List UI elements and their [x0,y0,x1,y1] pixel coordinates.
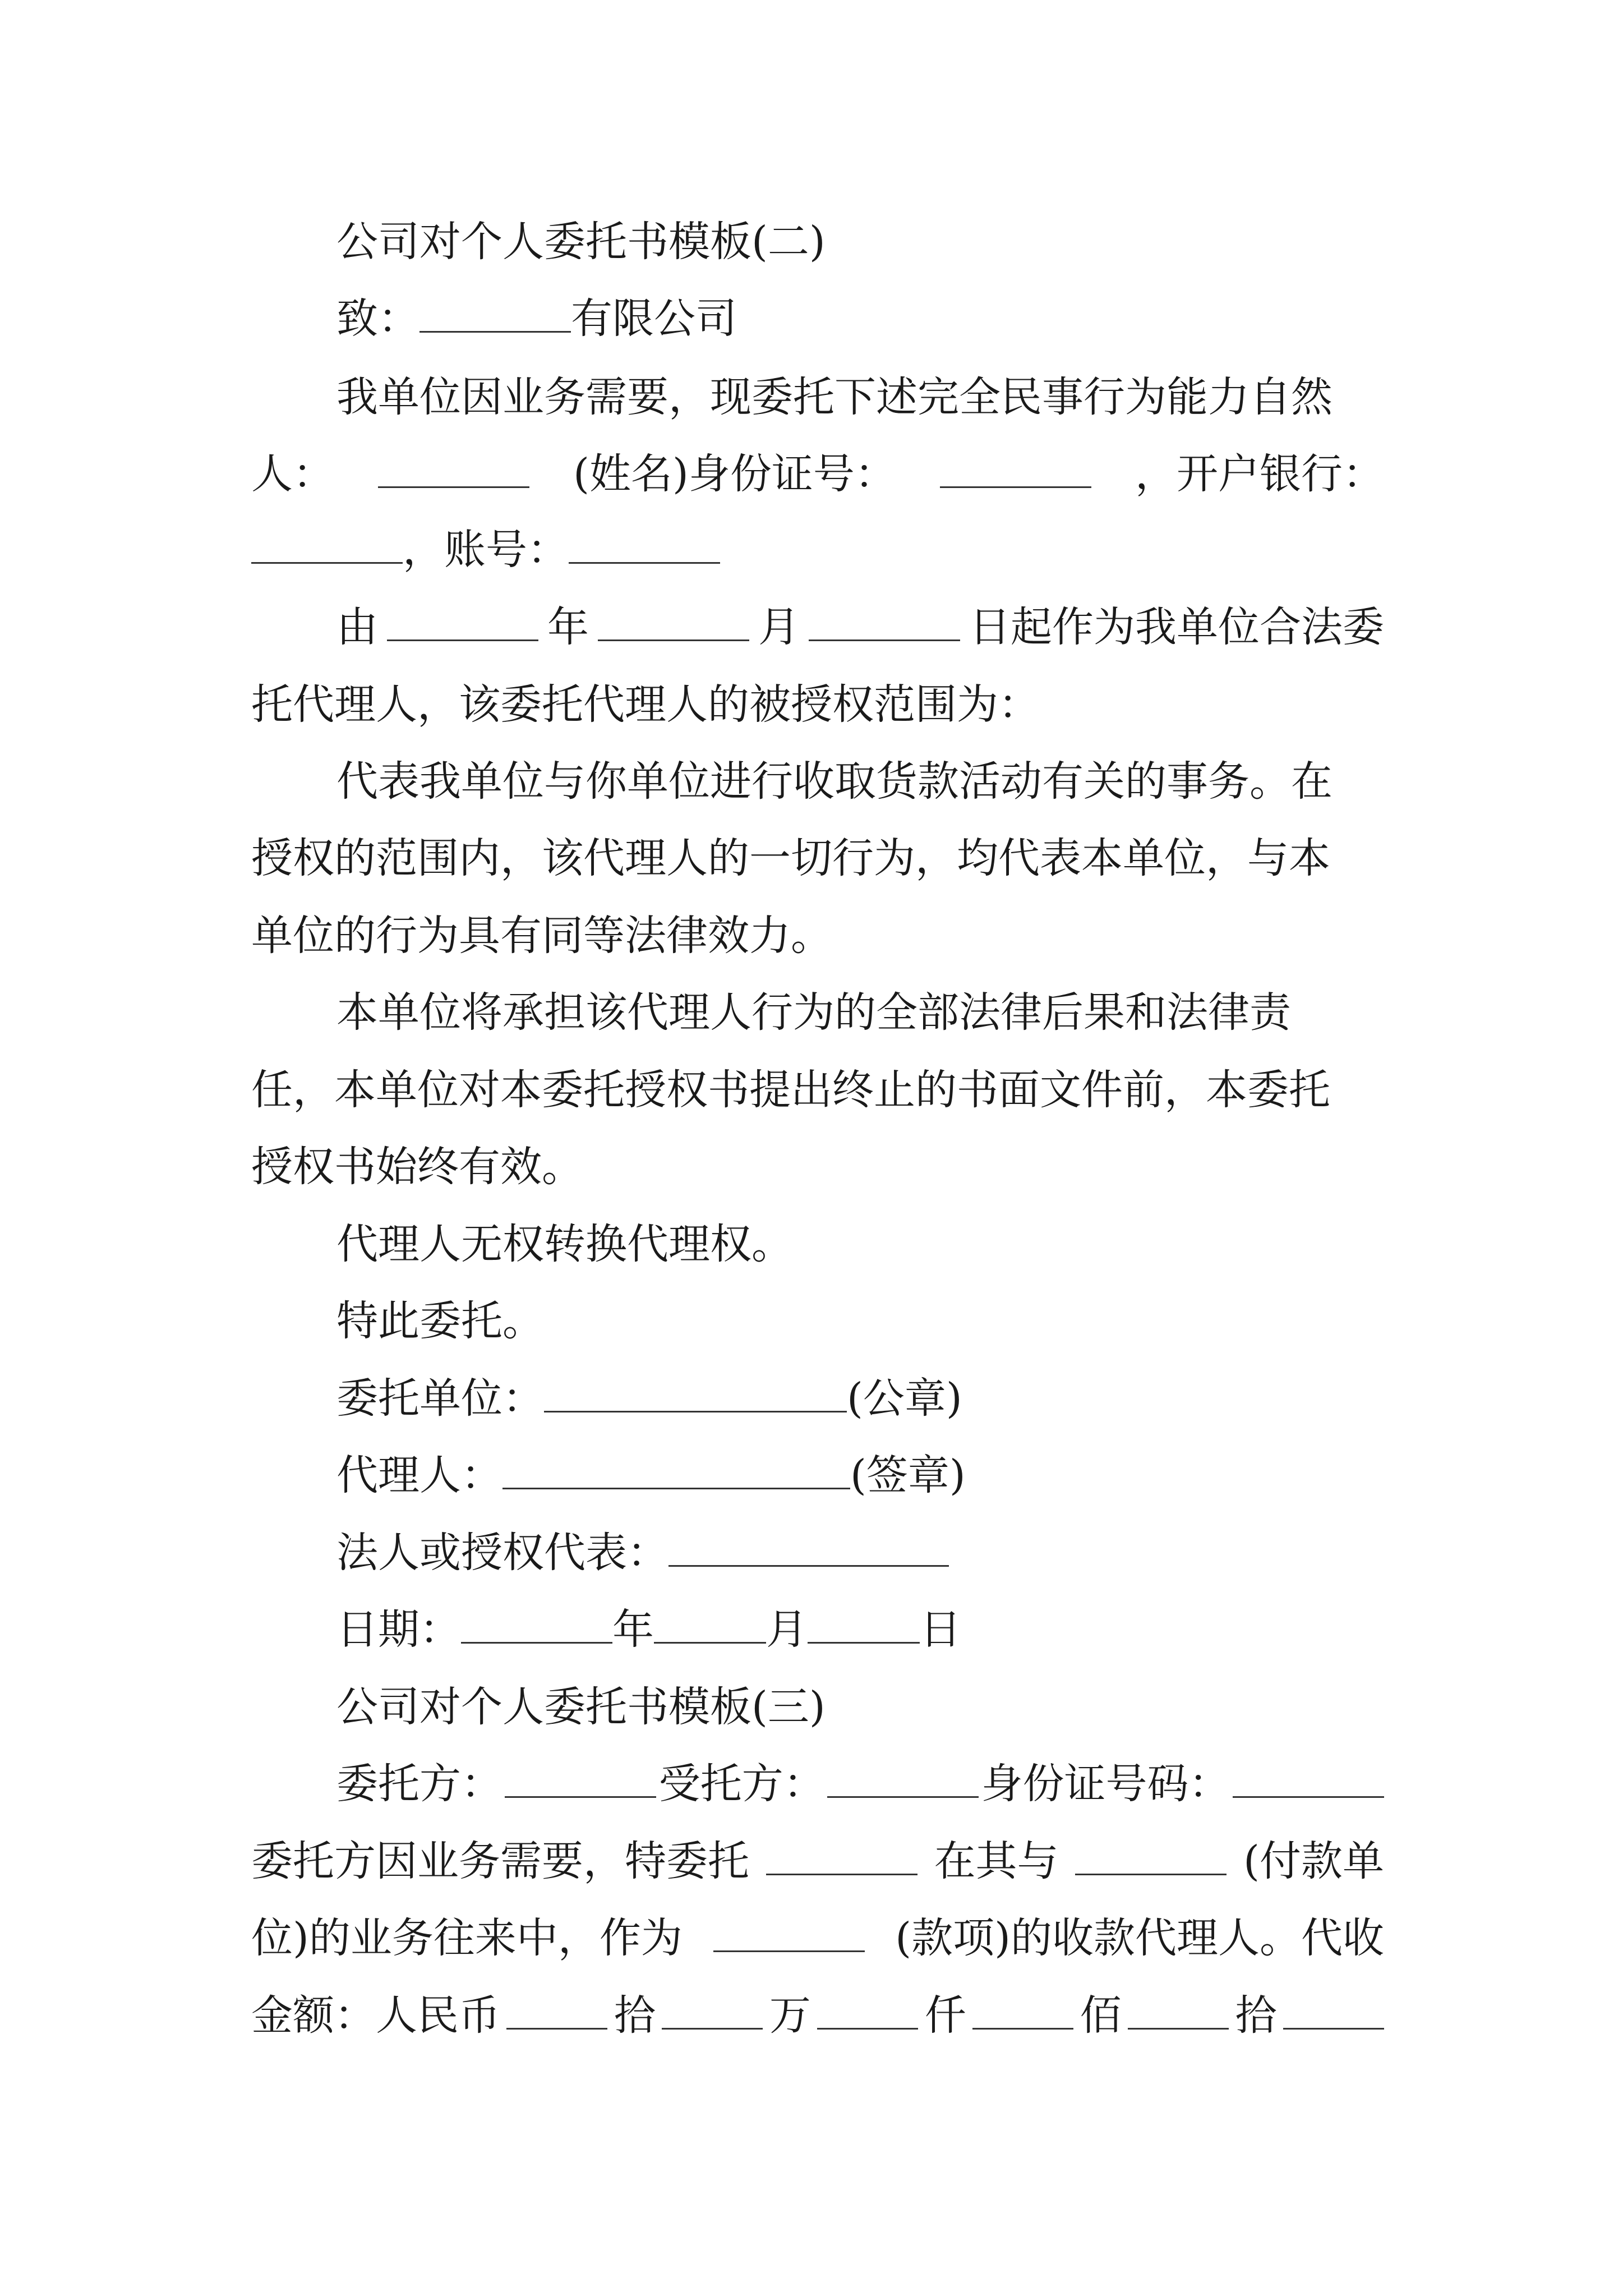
day-blank[interactable] [809,605,960,641]
amount-blank-4[interactable] [972,1993,1073,2030]
payer-blank[interactable] [1075,1839,1227,1875]
paragraph-line: 我单位因业务需要，现委托下述完全民事行为能力自然 [336,373,1332,421]
amount-line: 金额：人民币 拾 万 仟 佰 拾 [251,1989,1384,2042]
payment-item-blank[interactable] [713,1916,865,1952]
account-number-blank[interactable] [569,527,720,564]
paragraph-line: 授权的范围内，该代理人的一切行为，均代表本单位，与本 [251,834,1330,882]
section-title-template-2: 公司对个人委托书模板(二) [336,218,826,266]
paragraph-line: 代表我单位与你单位进行收取货款活动有关的事务。在 [336,757,1332,806]
id-number-blank[interactable] [940,452,1091,488]
month-blank[interactable] [598,605,749,641]
amount-blank-1[interactable] [506,1993,607,2030]
addressee-line: 致： 有限公司 [336,295,737,343]
date-month-blank[interactable] [654,1607,766,1644]
paragraph-line: 本单位将承担该代理人行为的全部法律后果和法律责 [336,988,1291,1037]
agent-blank[interactable] [502,1453,850,1489]
company-name-blank[interactable] [419,296,571,333]
account-line: ，账号： [251,523,1384,577]
date-day-blank[interactable] [808,1607,920,1644]
date-start-line: 由 年 月 日起作为我单位合法委 [336,603,1384,651]
date-year-blank[interactable] [461,1607,612,1644]
agent-line: 代理人： (签章) [336,1451,966,1499]
principal-info-line: 人： (姓名)身份证号： ，开户银行： [251,450,1384,498]
amount-blank-6[interactable] [1283,1993,1384,2030]
parties-line: 委托方： 受托方： 身份证号码： [336,1757,1384,1811]
paragraph-line: 托代理人，该委托代理人的被授权范围为： [251,680,1040,729]
amount-blank-2[interactable] [662,1993,763,2030]
principal-blank[interactable] [505,1761,656,1798]
paragraph-line: 授权书始终有效。 [251,1143,583,1191]
trustee-blank[interactable] [827,1761,979,1798]
name-blank[interactable] [378,452,529,488]
paragraph-line: 单位的行为具有同等法律效力。 [251,912,832,960]
date-line: 日期： 年 月 日 [336,1605,961,1654]
paragraph-line: 任，本单位对本委托授权书提出终止的书面文件前，本委托 [251,1066,1330,1114]
id-code-blank[interactable] [1233,1761,1384,1798]
paragraph-line: 代理人无权转换代理权。 [336,1220,793,1268]
bank-blank[interactable] [251,527,403,564]
paragraph-line: 位)的业务往来中，作为 (款项)的收款代理人。代收 [251,1914,1384,1962]
trustee-name-blank[interactable] [766,1839,917,1875]
legal-rep-blank[interactable] [668,1530,949,1567]
paragraph-line: 委托方因业务需要，特委托 在其与 (付款单 [251,1837,1384,1885]
entrusting-unit-blank[interactable] [544,1376,847,1412]
paragraph-line: 特此委托。 [336,1297,544,1345]
section-title-template-3: 公司对个人委托书模板(三) [336,1683,826,1731]
entrusting-unit-line: 委托单位： (公章) [336,1374,962,1423]
legal-rep-line: 法人或授权代表： [336,1526,1384,1580]
amount-blank-5[interactable] [1128,1993,1229,2030]
amount-blank-3[interactable] [817,1993,918,2030]
year-blank[interactable] [387,605,538,641]
